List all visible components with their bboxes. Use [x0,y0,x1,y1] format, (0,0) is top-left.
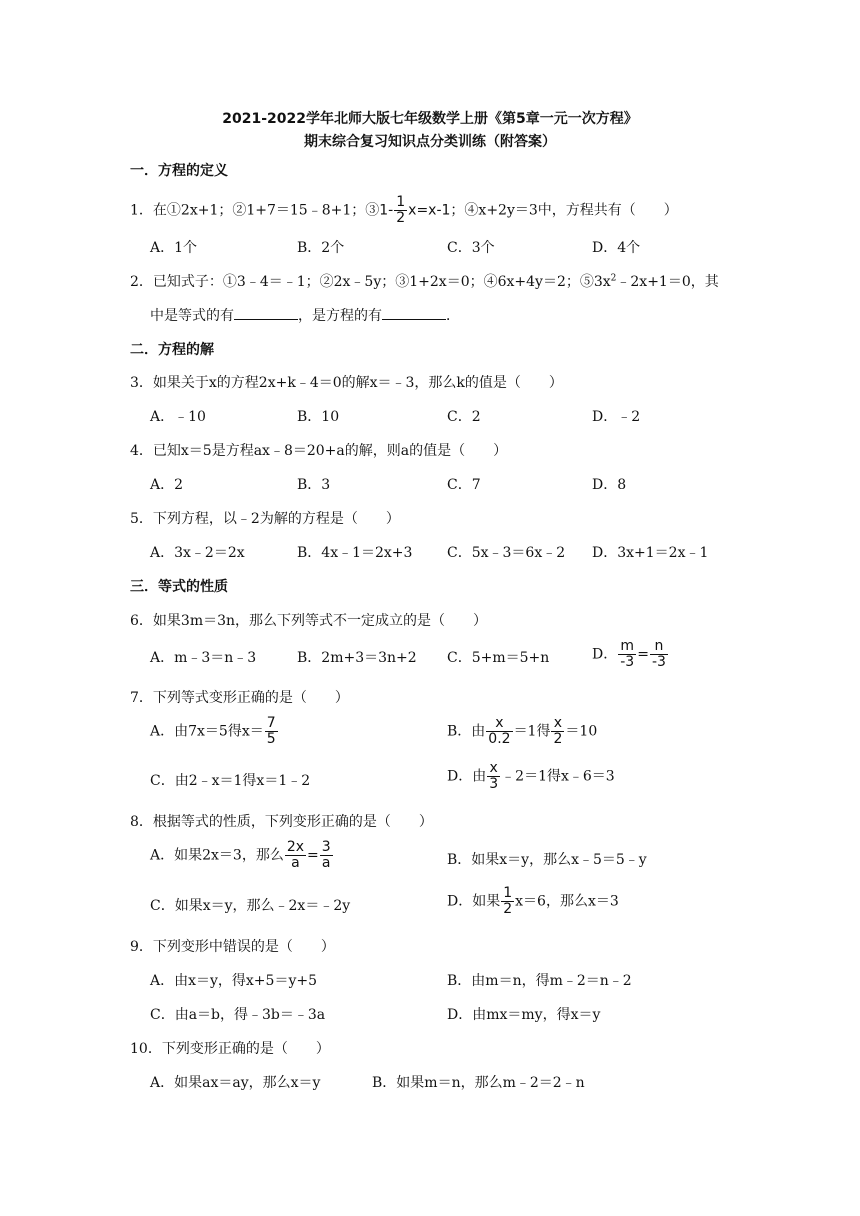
q8-a-eq: = [307,847,319,864]
q1-option-d: D．4个 [592,240,641,256]
q8-a-frac-1 [285,840,306,871]
q2-blank-2[interactable] [382,307,446,320]
question-3: 3．如果关于x的方程2x+k﹣4＝0的解x＝﹣3，那么k的值是（ ） [130,375,563,391]
q4-option-b: B．3 [297,477,331,493]
q4-option-a: A．2 [150,477,184,493]
q8-d-frac [501,886,514,917]
q7-a-frac [265,716,278,747]
q7-b-post: ＝10 [565,723,598,740]
q1-mid-post: x=x-1 [408,202,451,219]
question-2-line1 [130,271,719,291]
q8-d-den: 2 [503,901,513,917]
q1-fraction [394,195,407,226]
q9-option-c: C．由a＝b，得﹣3b＝﹣3a [150,1007,326,1023]
q8-a-frac-2 [320,840,333,871]
q1-mid-pre: 1- [379,202,394,219]
question-9: 9．下列变形中错误的是（ ） [130,939,335,955]
q4-option-d: D．8 [592,477,627,493]
question-7: 7．下列等式变形正确的是（ ） [130,690,349,706]
q6-d-num1: m [618,639,636,655]
q7-b-mid: ＝1得 [513,723,551,740]
q2-line2-b: ，是方程的有 [298,308,382,324]
q6-option-a: A．m﹣3＝n﹣3 [150,650,257,666]
q5-option-b: B．4x﹣1＝2x+3 [297,545,413,561]
q7-b-num1: x [486,716,512,732]
q7-a-text: A．由7x＝5得x＝ [150,723,264,740]
q3-option-a: A．﹣10 [150,409,206,425]
q1-frac-num: 1 [396,194,406,210]
q7-b-pre: B．由 [447,723,486,740]
q6-d-label: D． [592,646,618,663]
q8-d-num: 1 [503,885,513,901]
q7-option-d [447,761,615,792]
q8-a-num2: 3 [321,839,331,855]
question-10: 10．下列变形正确的是（ ） [130,1041,330,1057]
section-heading-1: 一．方程的定义 [130,163,228,179]
q5-option-d: D．3x+1＝2x﹣1 [592,545,709,561]
q2-line2-c: ． [446,308,460,324]
question-8: 8．根据等式的性质，下列变形正确的是（ ） [130,814,433,830]
q8-option-c: C．如果x＝y，那么﹣2x＝﹣2y [150,898,351,914]
q7-a-num: 7 [266,715,276,731]
q7-b-num2: x [551,716,564,732]
q10-option-a: A．如果ax＝ay，那么x＝y [150,1075,321,1091]
q6-d-num2: n [650,639,668,655]
q10-option-b: B．如果m＝n，那么m﹣2＝2﹣n [372,1075,585,1091]
q8-option-d [447,886,619,917]
q6-option-c: C．5+m＝5+n [447,650,550,666]
q7-b-frac-2 [551,716,564,747]
q3-option-b: B．10 [297,409,340,425]
q8-d-pre: D．如果 [447,893,501,910]
q9-option-d: D．由mx＝my，得x＝y [447,1007,601,1023]
q1-option-c: C．3个 [447,240,495,256]
q6-d-frac-2 [650,639,668,670]
q7-d-pre: D．由 [447,768,487,785]
q6-d-den2: -3 [651,654,666,670]
q8-a-num1: 2x [286,839,305,855]
q6-d-eq: = [637,646,649,663]
q8-d-post: x＝6，那么x＝3 [515,893,619,910]
question-5: 5．下列方程，以﹣2为解的方程是（ ） [130,511,400,527]
q9-option-b: B．由m＝n，得m﹣2＝n﹣2 [447,973,632,989]
q1-option-a: A．1个 [150,240,198,256]
q7-option-c: C．由2﹣x＝1得x＝1﹣2 [150,773,311,789]
q8-a-den2: a [321,855,331,871]
q8-a-den1: a [291,855,300,871]
q5-option-c: C．5x﹣3＝6x﹣2 [447,545,566,561]
q7-b-den2: 2 [553,731,563,747]
question-4: 4．已知x＝5是方程ax﹣8＝20+a的解，则a的值是（ ） [130,443,508,459]
doc-title-line1: 2021-2022学年北师大版七年级数学上册《第5章一元一次方程》 [222,111,638,127]
q7-d-frac [487,761,500,792]
section-heading-2: 二．方程的解 [130,342,214,358]
q2-superscript: 2 [610,273,617,284]
q2-blank-1[interactable] [234,307,298,320]
q7-b-frac-1 [486,716,512,747]
q8-a-pre: A．如果2x＝3，那么 [150,847,284,864]
q7-option-b [447,716,597,747]
q3-option-c: C．2 [447,409,481,425]
q4-option-c: C．7 [447,477,481,493]
q6-d-frac-1 [618,639,636,670]
q6-option-b: B．2m+3＝3n+2 [297,650,417,666]
q7-option-a [150,716,279,747]
q8-option-b: B．如果x＝y，那么x﹣5＝5﹣y [447,852,647,868]
q2-line1-text: 2．已知式子：①3﹣4＝﹣1；②2x﹣5y；③1+2x＝0；④6x+4y＝2；⑤3x [130,274,611,290]
question-6: 6．如果3m＝3n，那么下列等式不一定成立的是（ ） [130,613,488,629]
q2-line2-a: 中是等式的有 [150,308,234,324]
q1-suffix: ；④x+2y＝3中，方程共有（ ） [450,202,678,219]
q1-frac-den: 2 [396,210,406,226]
doc-title-line2: 期末综合复习知识点分类训练（附答案） [304,134,556,150]
q5-option-a: A．3x﹣2＝2x [150,545,245,561]
q7-d-post: ﹣2＝1得x﹣6＝3 [501,768,615,785]
q2-line1-end: ﹣2x+1＝0，其 [616,274,719,290]
question-1 [130,195,678,226]
q6-d-den1: -3 [620,654,635,670]
q7-b-den1: 0.2 [488,731,511,747]
q1-prefix: 1．在①2x+1；②1+7＝15﹣8+1；③ [130,202,380,219]
q6-option-d [592,639,669,670]
q8-option-a [150,840,334,871]
q7-d-num: x [487,761,500,777]
section-heading-3: 三．等式的性质 [130,579,228,595]
q3-option-d: D．﹣2 [592,409,641,425]
q1-option-b: B．2个 [297,240,345,256]
question-2-line2 [150,305,460,325]
q7-a-den: 5 [266,731,276,747]
q9-option-a: A．由x＝y，得x+5＝y+5 [150,973,317,989]
q7-d-den: 3 [489,776,499,792]
